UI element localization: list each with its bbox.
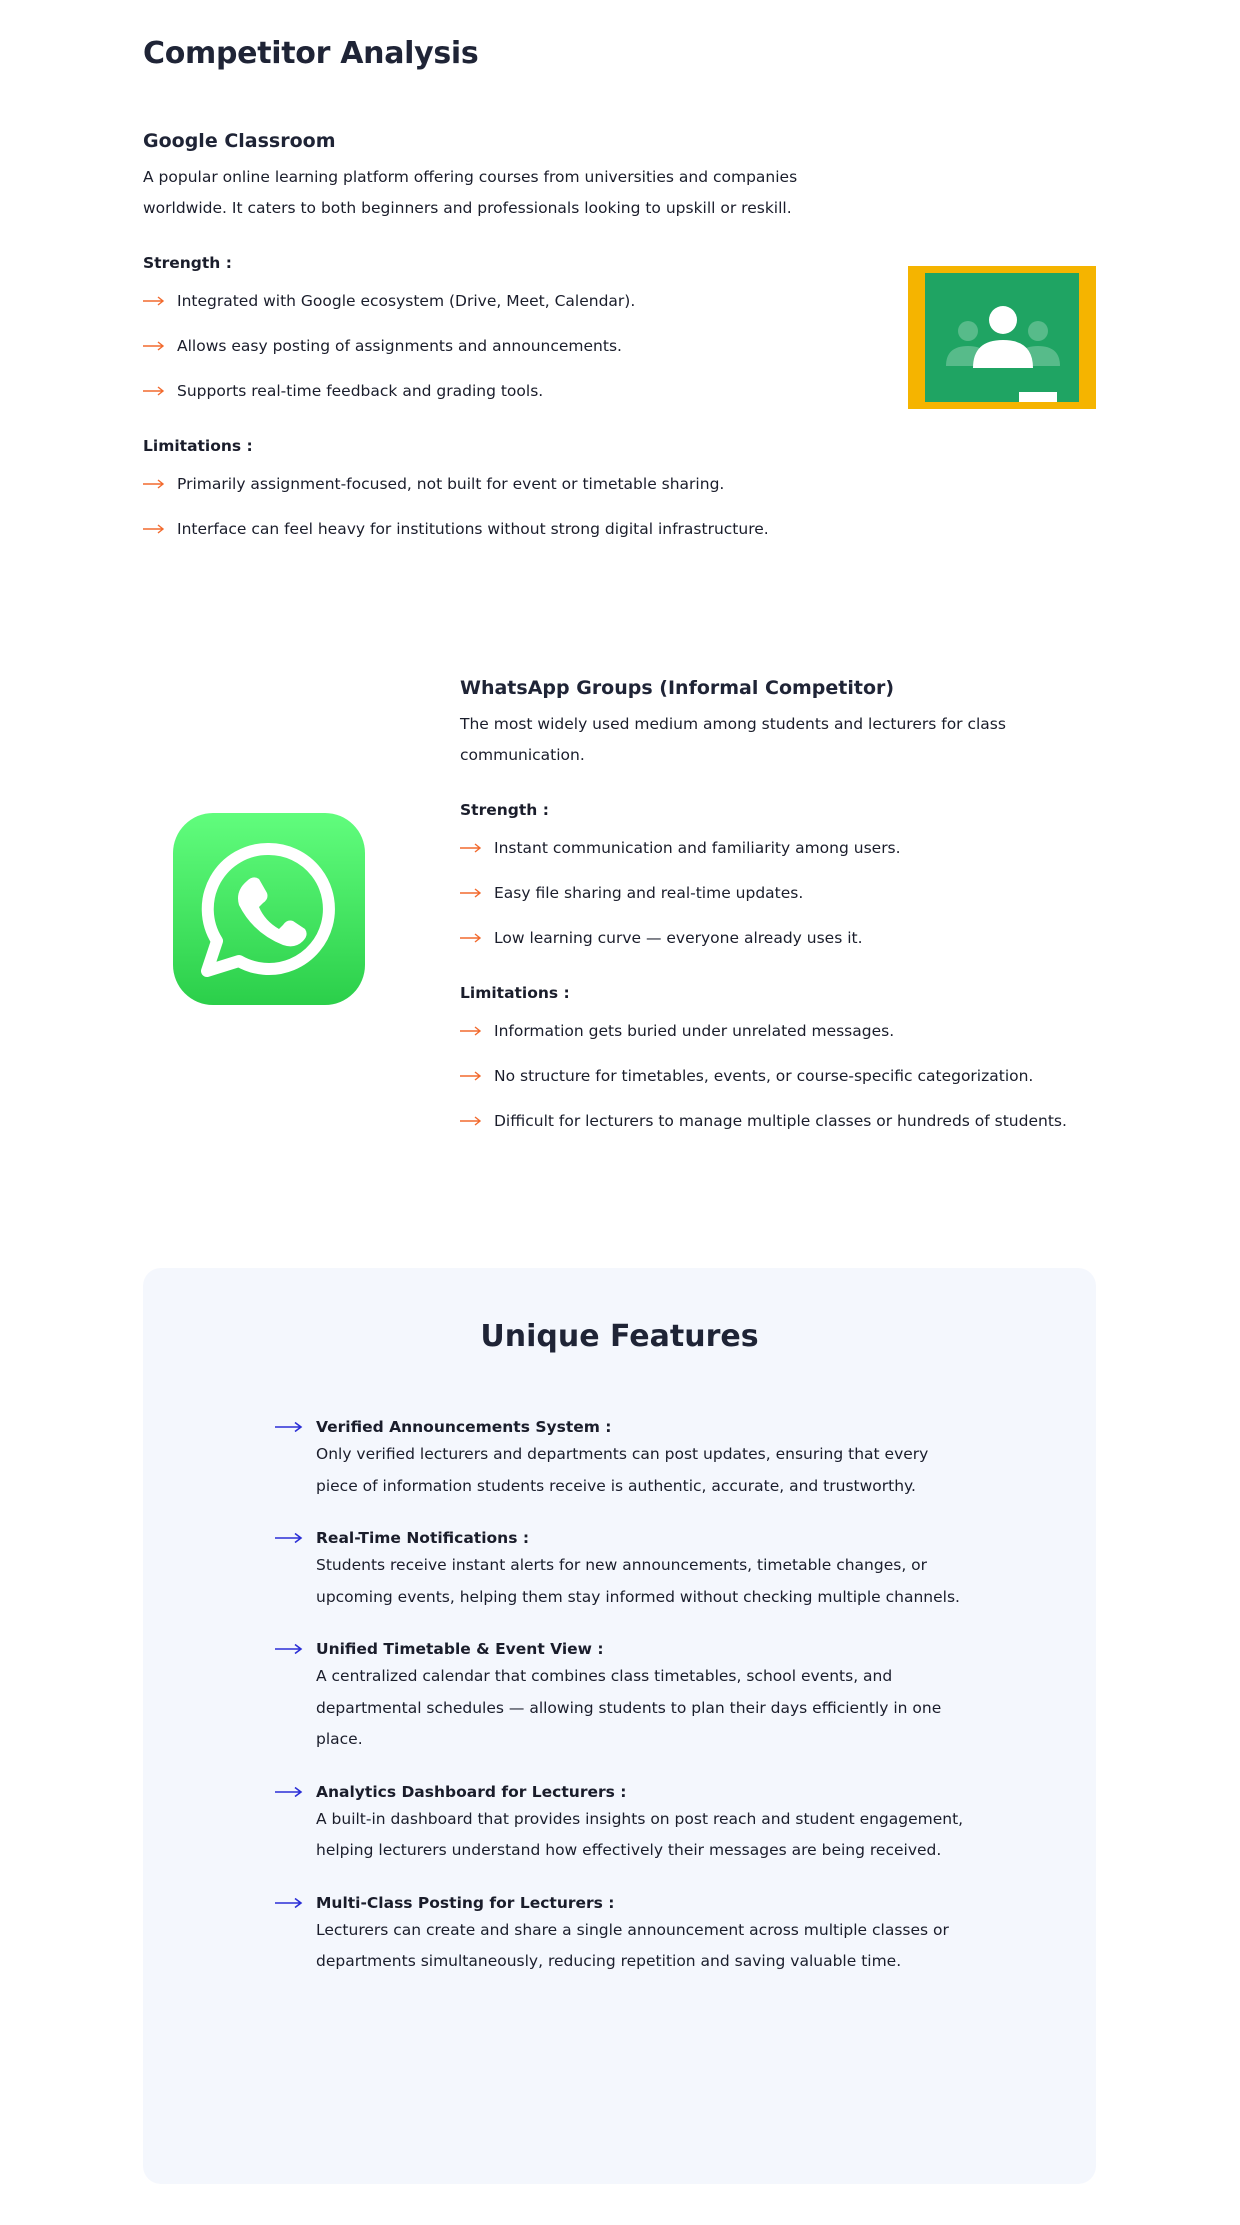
- strength-text: Integrated with Google ecosystem (Drive, Meet, Calendar).: [177, 291, 636, 310]
- strength-text: Allows easy posting of assignments and announcements.: [177, 336, 622, 355]
- google-classroom-logo-icon: [908, 266, 1096, 409]
- whatsapp-strength-label: Strength :: [460, 801, 549, 819]
- whatsapp-section: [460, 677, 1140, 1143]
- limitation-text: Information gets buried under unrelated messages.: [494, 1021, 895, 1040]
- list-item: [460, 1053, 1140, 1098]
- arrow-right-icon: [275, 1526, 316, 1550]
- list-item: [143, 461, 1093, 506]
- arrow-right-icon: [460, 933, 494, 943]
- feature-text: A built-in dashboard that provides insights on post reach and student engagement, helping lecturers understand how effectively their messages are being received.: [316, 1809, 964, 1859]
- feature-item: [275, 1637, 942, 1756]
- feature-heading: Unified Timetable & Event View :: [316, 1640, 604, 1658]
- arrow-right-icon: [143, 341, 177, 351]
- strength-text: Instant communication and familiarity among users.: [494, 838, 901, 857]
- list-item: [460, 1098, 1140, 1143]
- feature-text: Lecturers can create and share a single announcement across multiple classes or departments simultaneously, reducing repetition and saving valuable time.: [316, 1920, 949, 1970]
- arrow-right-icon: [460, 843, 494, 853]
- whatsapp-description: The most widely used medium among students and lecturers for class communication.: [460, 715, 1006, 764]
- arrow-right-icon: [143, 296, 177, 306]
- arrow-right-icon: [143, 386, 177, 396]
- list-item: [460, 825, 1140, 870]
- google-classroom-description: A popular online learning platform offering courses from universities and companies worldwide. It caters to both beginners and professionals looking to upskill or reskill.: [143, 168, 798, 217]
- feature-item: [275, 1891, 949, 1978]
- feature-item: [275, 1780, 964, 1867]
- arrow-right-icon: [460, 888, 494, 898]
- strength-text: Supports real-time feedback and grading tools.: [177, 381, 544, 400]
- arrow-right-icon: [275, 1891, 316, 1915]
- google-classroom-title: Google Classroom: [143, 130, 336, 152]
- feature-heading: Analytics Dashboard for Lecturers :: [316, 1782, 627, 1801]
- arrow-right-icon: [275, 1637, 316, 1661]
- arrow-right-icon: [275, 1415, 316, 1439]
- unique-features-list: [275, 1415, 964, 2002]
- whatsapp-logo-icon: [173, 813, 365, 1005]
- unique-features-panel: [143, 1268, 1096, 2184]
- google-classroom-limitations-label: Limitations :: [143, 437, 253, 455]
- feature-item: [275, 1415, 935, 1502]
- arrow-right-icon: [143, 524, 177, 534]
- limitation-text: No structure for timetables, events, or course-specific categorization.: [494, 1066, 1034, 1085]
- limitation-text: Interface can feel heavy for institutions without strong digital infrastructure.: [177, 519, 769, 538]
- feature-heading: Verified Announcements System :: [316, 1418, 612, 1436]
- feature-heading: Multi-Class Posting for Lecturers :: [316, 1893, 615, 1912]
- feature-heading: Real-Time Notifications :: [316, 1529, 530, 1547]
- list-item: [460, 1008, 1140, 1053]
- limitation-text: Primarily assignment-focused, not built for event or timetable sharing.: [177, 474, 725, 493]
- list-item: [460, 870, 1140, 915]
- whatsapp-limitations-label: Limitations :: [460, 984, 570, 1002]
- arrow-right-icon: [460, 1071, 494, 1081]
- arrow-right-icon: [275, 1780, 316, 1804]
- page-title: Competitor Analysis: [143, 36, 479, 71]
- arrow-right-icon: [143, 479, 177, 489]
- feature-text: Students receive instant alerts for new announcements, timetable changes, or upcoming events, helping them stay informed without checking multiple channels.: [316, 1556, 960, 1606]
- strength-text: Low learning curve — everyone already uses it.: [494, 928, 863, 947]
- feature-text: A centralized calendar that combines class timetables, school events, and departmental schedules — allowing students to plan their days efficiently in one place.: [316, 1667, 942, 1748]
- strength-text: Easy file sharing and real-time updates.: [494, 883, 804, 902]
- limitation-text: Difficult for lecturers to manage multiple classes or hundreds of students.: [494, 1111, 1067, 1130]
- whatsapp-title: WhatsApp Groups (Informal Competitor): [460, 677, 895, 699]
- arrow-right-icon: [460, 1116, 494, 1126]
- feature-item: [275, 1526, 960, 1613]
- arrow-right-icon: [460, 1026, 494, 1036]
- feature-text: Only verified lecturers and departments can post updates, ensuring that every piece of information students receive is authentic, accurate, and trustworthy.: [316, 1445, 929, 1495]
- list-item: [143, 506, 1093, 551]
- list-item: [460, 915, 1140, 960]
- google-classroom-strength-label: Strength :: [143, 254, 232, 272]
- unique-features-title: Unique Features: [480, 1319, 759, 1354]
